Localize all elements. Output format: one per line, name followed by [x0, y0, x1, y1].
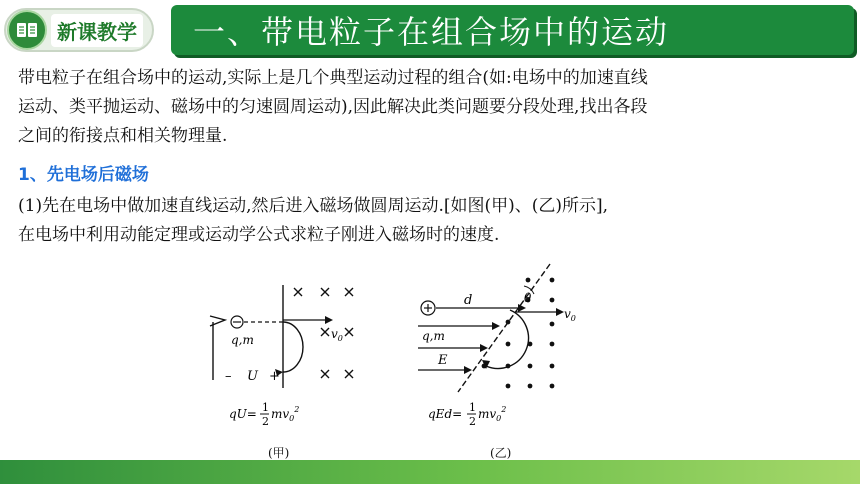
figure-a-diagram — [205, 280, 365, 430]
fig-a-v0-label: $v_0$ — [331, 327, 343, 343]
fig-a-formula-left: qU= — [229, 407, 257, 421]
fig-b-caption: (乙) — [490, 446, 512, 460]
fig-a-caption: (甲) — [268, 446, 290, 460]
footer-band — [0, 460, 860, 484]
fig-a-formula-den: 2 — [262, 415, 269, 428]
fig-a-u-label: U — [247, 369, 258, 384]
section-paragraph — [18, 192, 846, 250]
intro-line-1: 带电粒子在组合场中的运动,实际上是几个典型运动过程的组合(如:电场中的加速直线 — [18, 68, 648, 88]
fig-b-charge-label: q,m — [422, 329, 445, 343]
badge-label: 新课教学 — [51, 14, 143, 47]
section-line-2: 在电场中利用动能定理或运动学公式求粒子刚进入磁场时的速度. — [18, 225, 500, 245]
title-bar — [171, 5, 854, 55]
fig-a-plus-label: + — [269, 369, 280, 384]
figure-b-diagram — [412, 262, 592, 434]
fig-a-charge-label: q,m — [231, 333, 254, 347]
intro-paragraph — [18, 64, 846, 151]
fig-b-formula-den: 2 — [469, 415, 476, 428]
intro-line-3: 之间的衔接点和相关物理量. — [18, 126, 228, 146]
fig-b-formula-right: $mv_0^2$ — [478, 405, 507, 423]
fig-b-theta-label: θ — [524, 291, 532, 305]
section-line-1: (1)先在电场中做加速直线运动,然后进入磁场做圆周运动.[如图(甲)、(乙)所示], — [18, 196, 609, 216]
fig-b-v0-label: $v_0$ — [564, 307, 576, 323]
fig-a-formula-right: $mv_0^2$ — [271, 405, 300, 423]
fig-b-formula-num: 1 — [469, 401, 476, 414]
lesson-badge — [4, 8, 154, 52]
fig-a-minus-label: – — [225, 369, 232, 384]
fig-a-formula-num: 1 — [262, 401, 269, 414]
intro-line-2: 运动、类平抛运动、磁场中的匀速圆周运动),因此解决此类问题要分段处理,找出各段 — [18, 97, 648, 117]
fig-b-d-label: d — [464, 293, 473, 308]
book-icon — [7, 10, 47, 50]
page-title: 一、带电粒子在组合场中的运动 — [193, 13, 670, 51]
section-heading: 1、先电场后磁场 — [18, 165, 149, 185]
fig-b-e-label: E — [438, 353, 448, 368]
fig-b-formula-left: qEd= — [428, 407, 463, 421]
